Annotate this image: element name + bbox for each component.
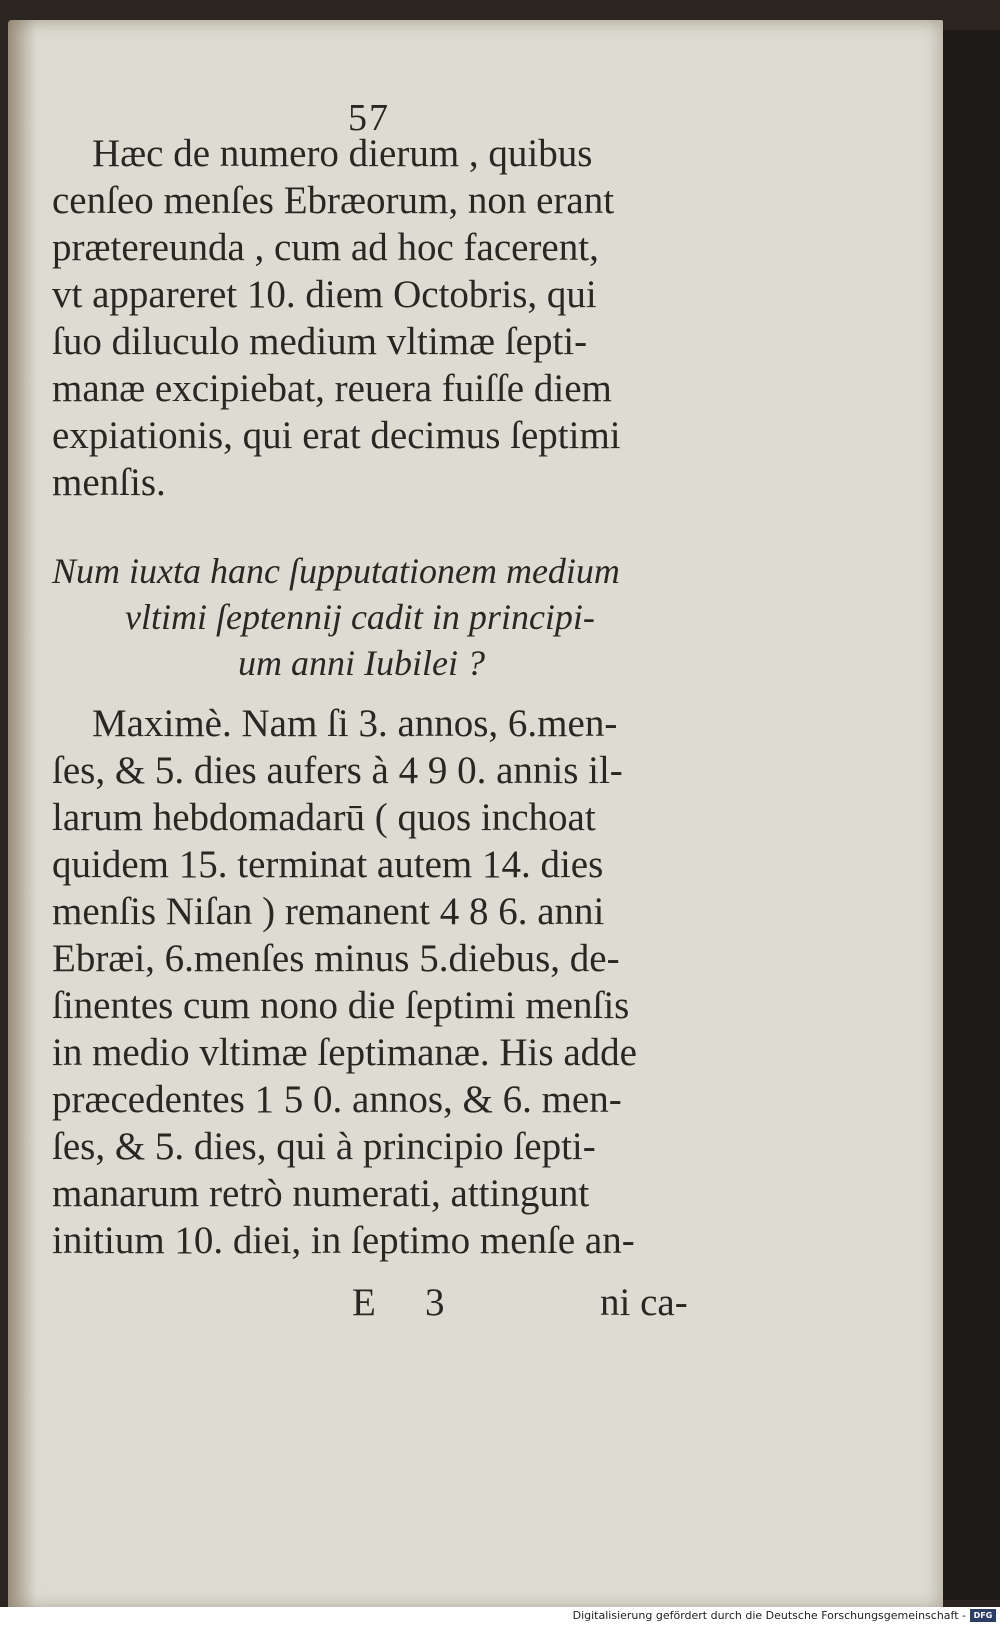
footer-credit: Digitalisierung gefördert durch die Deutsche Forschungsgemeinschaft -	[572, 1609, 966, 1622]
dfg-logo: DFG	[970, 1609, 996, 1622]
text-line: in medio vltimæ ſeptimanæ. His adde	[52, 1031, 637, 1074]
section-heading-line: Num iuxta hanc ſupputationem medium	[52, 551, 620, 591]
text-line: larum hebdomadarū ( quos inchoat	[52, 796, 596, 839]
text-line: expiationis, qui erat decimus ſeptimi	[52, 414, 621, 457]
text-line: cenſeo menſes Ebræorum, non erant	[52, 179, 615, 222]
text-line: Ebræi, 6.menſes minus 5.diebus, de-	[52, 937, 620, 980]
signature-number: 3	[425, 1281, 445, 1324]
text-line: manarum retrò numerati, attingunt	[52, 1172, 590, 1215]
catchword: ni ca-	[600, 1281, 688, 1324]
section-heading-line: vltimi ſeptennij cadit in principi-	[125, 597, 595, 637]
text-line: menſis Niſan ) remanent 4 8 6. anni	[52, 890, 605, 933]
text-line: prætereunda , cum ad hoc facerent,	[52, 226, 599, 269]
section-heading-line: um anni Iubilei ?	[238, 643, 485, 683]
text-line: ſuo diluculo medium vltimæ ſepti-	[52, 320, 588, 363]
text-line: vt appareret 10. diem Octobris, qui	[52, 273, 597, 316]
footer-bar	[0, 1607, 1000, 1625]
text-line: manæ excipiebat, reuera fuiſſe diem	[52, 367, 612, 410]
text-line: Hæc de numero dierum , quibus	[92, 132, 593, 175]
text-line: præcedentes 1 5 0. annos, & 6. men-	[52, 1078, 622, 1121]
text-line: initium 10. diei, in ſeptimo menſe an-	[52, 1219, 635, 1262]
signature-letter: E	[352, 1281, 376, 1324]
text-line: menſis.	[52, 461, 166, 504]
page-number: 57	[348, 97, 390, 139]
text-line: Maximè. Nam ſi 3. annos, 6.men-	[92, 702, 618, 745]
text-line: ſes, & 5. dies, qui à principio ſepti-	[52, 1125, 596, 1168]
text-line: quidem 15. terminat autem 14. dies	[52, 843, 604, 886]
text-line: ſes, & 5. dies aufers à 4 9 0. annis il-	[52, 749, 623, 792]
text-line: ſinentes cum nono die ſeptimi menſis	[52, 984, 630, 1027]
